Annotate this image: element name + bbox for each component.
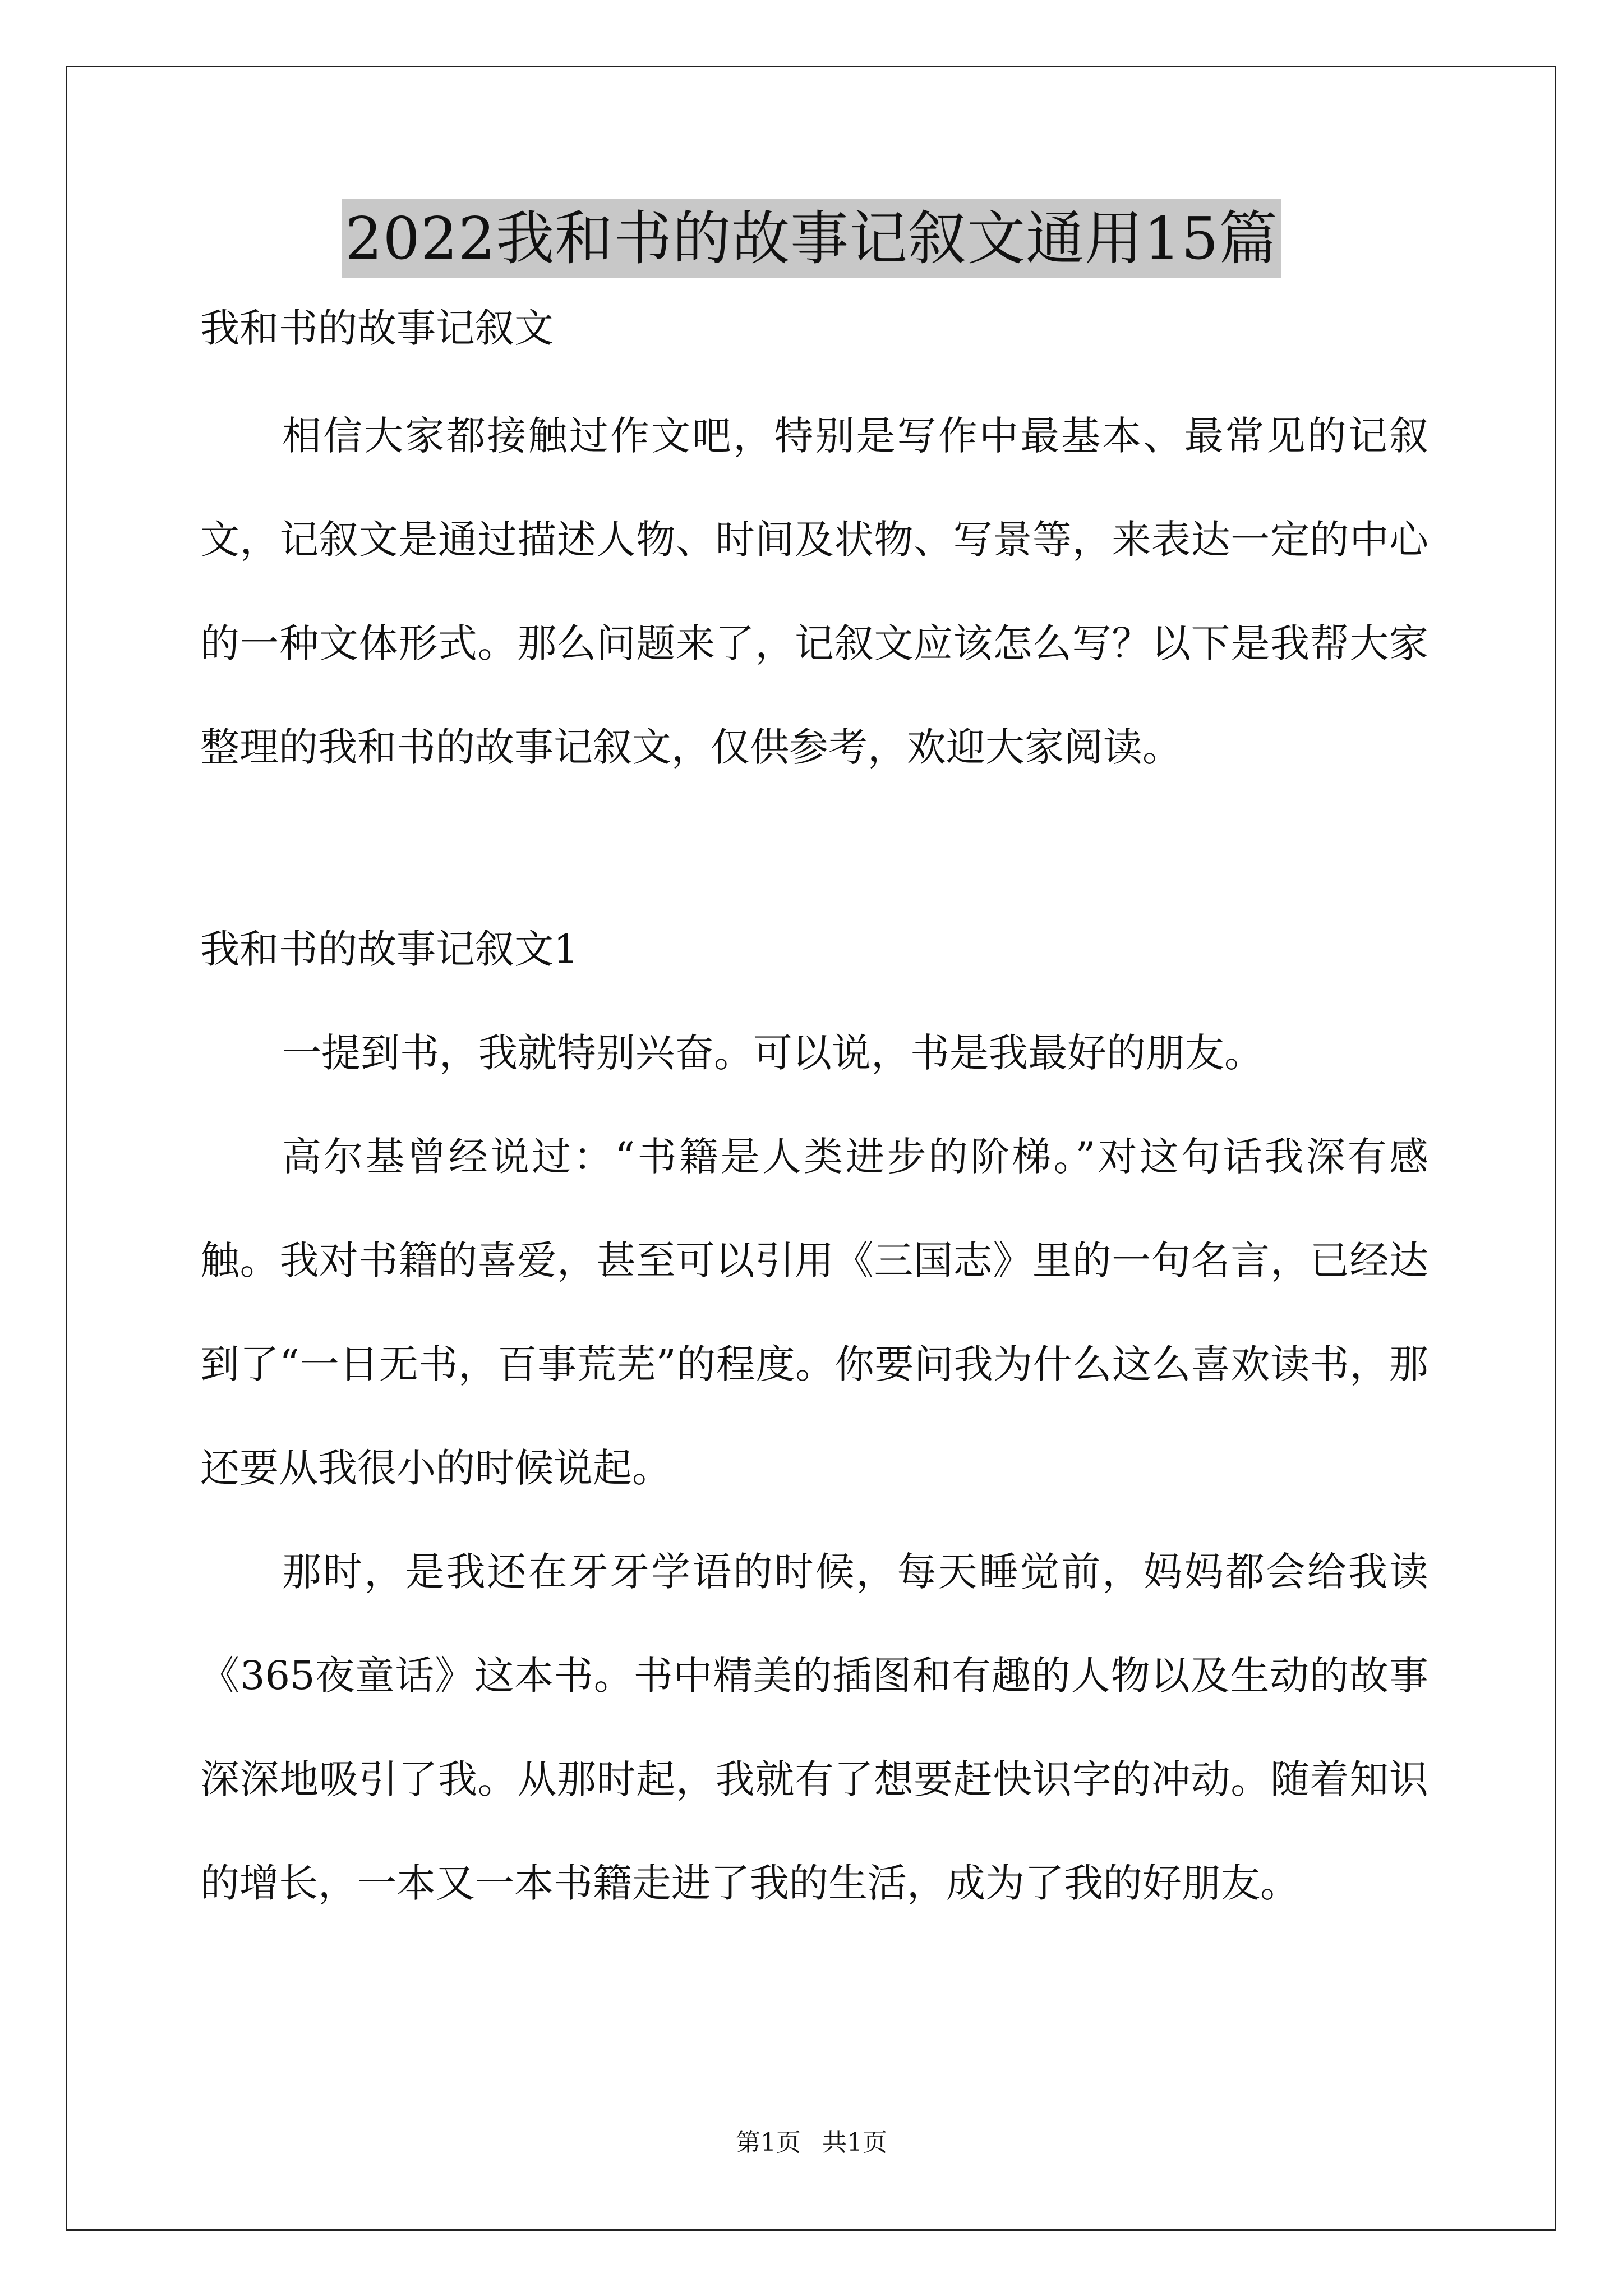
intro-paragraph: 相信大家都接触过作文吧，特别是写作中最基本、最常见的记叙文，记叙文是通过描述人物、时间及状物、写景等，来表达一定的中心的一种文体形式。那么问题来了，记叙文应该怎么写？以下是我帮大家整理的我和书的故事记叙文，仅供参考，欢迎大家阅读。: [200, 413, 1428, 770]
page-footer: [0, 2126, 1623, 2160]
page-number-total: 共1页: [822, 2128, 887, 2157]
intro-heading: 我和书的故事记叙文: [200, 305, 554, 351]
section-heading: 我和书的故事记叙文1: [200, 926, 579, 972]
title-container: [0, 199, 1623, 278]
section-paragraph: 一提到书，我就特别兴奋。可以说，书是我最好的朋友。: [282, 1030, 1264, 1076]
document-title: 2022我和书的故事记叙文通用15篇: [342, 199, 1281, 278]
document-body: [200, 300, 1428, 1935]
section-paragraph: 那时，是我还在牙牙学语的时候，每天睡觉前，妈妈都会给我读《365夜童话》这本书。书中精美的插图和有趣的人物以及生动的故事深深地吸引了我。从那时起，我就有了想要赶快识字的冲动。随着知识的增长，一本又一本书籍走进了我的生活，成为了我的好朋友。: [200, 1549, 1428, 1906]
section-paragraph: 高尔基曾经说过：“书籍是人类进步的阶梯。”对这句话我深有感触。我对书籍的喜爱，甚至可以引用《三国志》里的一句名言，已经达到了“一日无书，百事荒芜”的程度。你要问我为什么这么喜欢读书，那还要从我很小的时候说起。: [200, 1134, 1428, 1491]
page-number-current: 第1页: [736, 2128, 801, 2157]
